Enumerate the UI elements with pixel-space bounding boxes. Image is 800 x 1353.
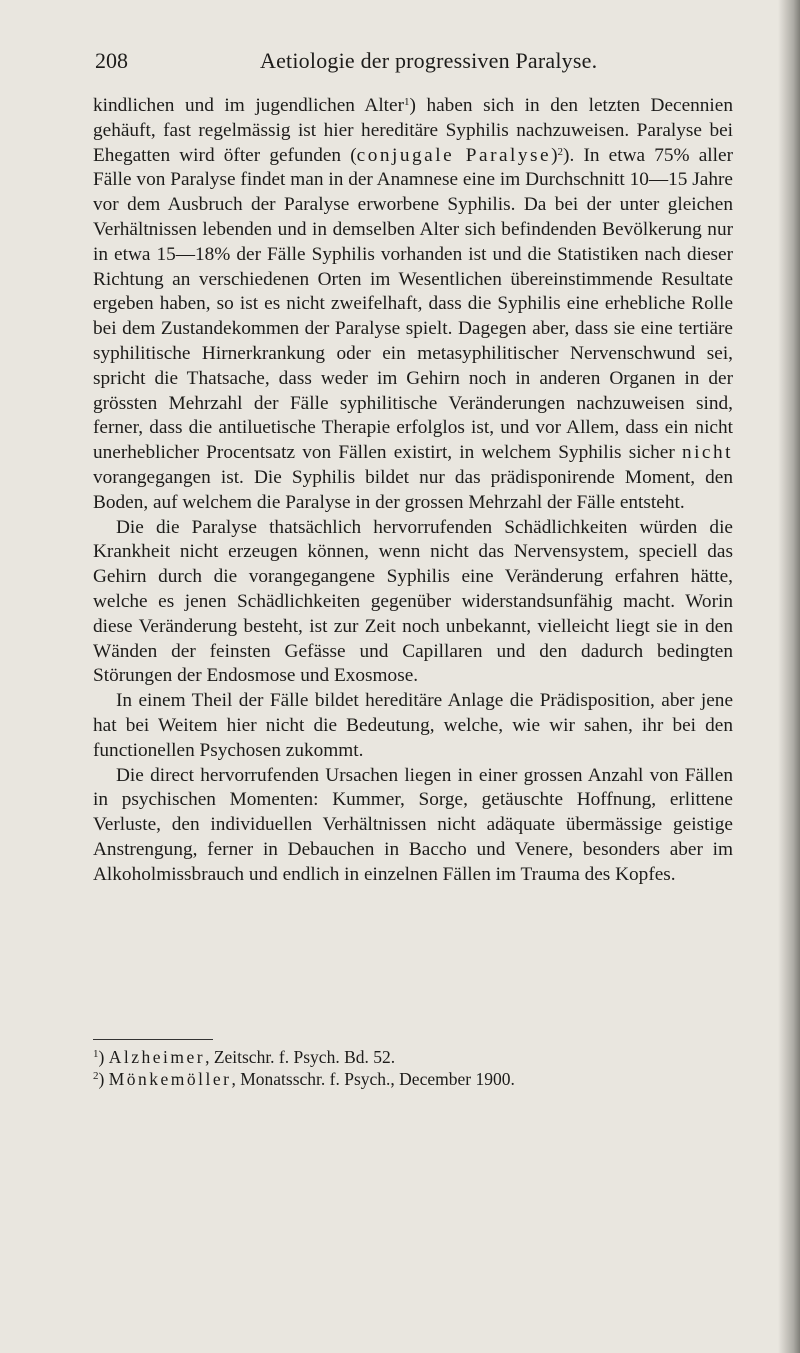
- footnote-number: 2: [93, 1070, 99, 1082]
- footnote-rule: [93, 1039, 213, 1040]
- text-run: Die direct hervorrufenden Ursachen liegen in einer grossen Anzahl von Fällen in psychischen Momenten: Kummer, Sorge, getäuschte Hoffnung, erlittene Verluste, den individuellen Verhältnissen nicht adäquate übermässige geistige Anstrengung, ferner in Debauchen in Baccho und Venere, besonders aber im Alkoholmissbrauch und endlich in einzelnen Fällen im Trauma des Kopfes.: [93, 764, 733, 885]
- footnote-citation: , Zeitschr. f. Psych. Bd. 52.: [205, 1047, 396, 1067]
- text-run: In einem Theil der Fälle bildet hereditäre Anlage die Prädisposition, aber jene hat bei Weitem hier nicht die Bedeutung, welche, wie wir sahen, ihr bei den functionellen Psychosen zukommt.: [93, 690, 733, 761]
- paragraph: [93, 516, 733, 690]
- page-header: [95, 48, 740, 80]
- text-run: ): [551, 144, 558, 166]
- spaced-text: nicht: [681, 442, 733, 464]
- paragraph: [93, 764, 733, 888]
- text-run: ) haben sich in den letzten Decennien gehäuft, fast regelmässig ist hier hereditäre Syphilis nachzuweisen. Paralyse bei Ehegatten wird öfter gefunden (: [93, 95, 733, 166]
- running-title: Aetiologie der progressiven Paralyse.: [260, 48, 598, 73]
- paragraph: [93, 94, 733, 516]
- text-run: vorangegangen ist. Die Syphilis bildet nur das prädisponirende Moment, den Boden, auf welchem die Paralyse in der grossen Mehrzahl der Fälle entsteht.: [93, 466, 733, 513]
- paragraph: [93, 689, 733, 763]
- footnote-author: Alzheimer: [108, 1047, 206, 1067]
- text-run: Die die Paralyse thatsächlich hervorrufenden Schädlichkeiten würden die Krankheit nicht erzeugen können, wenn nicht das Nervensystem, speciell das Gehirn durch die vorangegangene Syphilis eine Veränderung erfahren hätte, welche es jenen Schädlichkeiten gegenüber widerstandsunfähig macht. Worin diese Veränderung besteht, ist zur Zeit noch unbekannt, vielleicht liegt sie in den Wänden der feinsten Gefässe und Capillaren und den dadurch bedingten Störungen der Endosmose und Exosmose.: [93, 516, 733, 687]
- footnote: $^2$) Mönkemöller, Monatsschr. f. Psych., December 1900.: [93, 1069, 515, 1089]
- footnote: $^1$) Alzheimer, Zeitschr. f. Psych. Bd. 52.: [93, 1047, 396, 1067]
- footnote-marker: 2: [557, 145, 564, 158]
- page-edge-shadow: [778, 0, 800, 1353]
- text-run: kindlichen und im jugendlichen Alter: [93, 95, 405, 116]
- body-text: [93, 94, 733, 888]
- footnote-marker: 1: [404, 96, 410, 108]
- page-number: 208: [95, 48, 128, 73]
- footnote-citation: , Monatsschr. f. Psych., December 1900.: [231, 1069, 515, 1089]
- footnote-author: Mönkemöller: [108, 1069, 232, 1089]
- text-run: ). In etwa 75% aller Fälle von Paralyse findet man in der Anamnese eine im Durchschnitt 10—15 Jahre vor dem Ausbruch der Paralyse erworbene Syphilis. Da bei der unter gleichen Verhältnissen lebenden und in demselben Alter sich befindenden Bevölkerung nur in etwa 15—18% der Fälle Syphilis vorhanden ist und die Statistiken nach dieser Richtung an verschiedenen Orten im Wesentlichen übereinstimmende Resultate ergeben haben, so ist es nicht zweifelhaft, dass die Syphilis eine erhebliche Rolle bei dem Zustandekommen der Paralyse spielt. Dagegen aber, dass sie eine tertiäre syphilitische Hirnerkrankung oder ein metasyphilitischer Nervenschwund sei, spricht die Thatsache, dass weder im Gehirn noch in anderen Organen in der grössten Mehrzahl der Fälle syphilitische Veränderungen nachzuweisen sind, ferner, dass die antiluetische Therapie erfolglos ist, und vor Allem, dass ein nicht unerheblicher Procentsatz von Fällen existirt, in welchem Syphilis sicher: [93, 144, 733, 464]
- footnotes: [93, 1046, 733, 1090]
- footnote-number: 1: [93, 1048, 99, 1060]
- spaced-text: conjugale Paralyse: [356, 144, 552, 166]
